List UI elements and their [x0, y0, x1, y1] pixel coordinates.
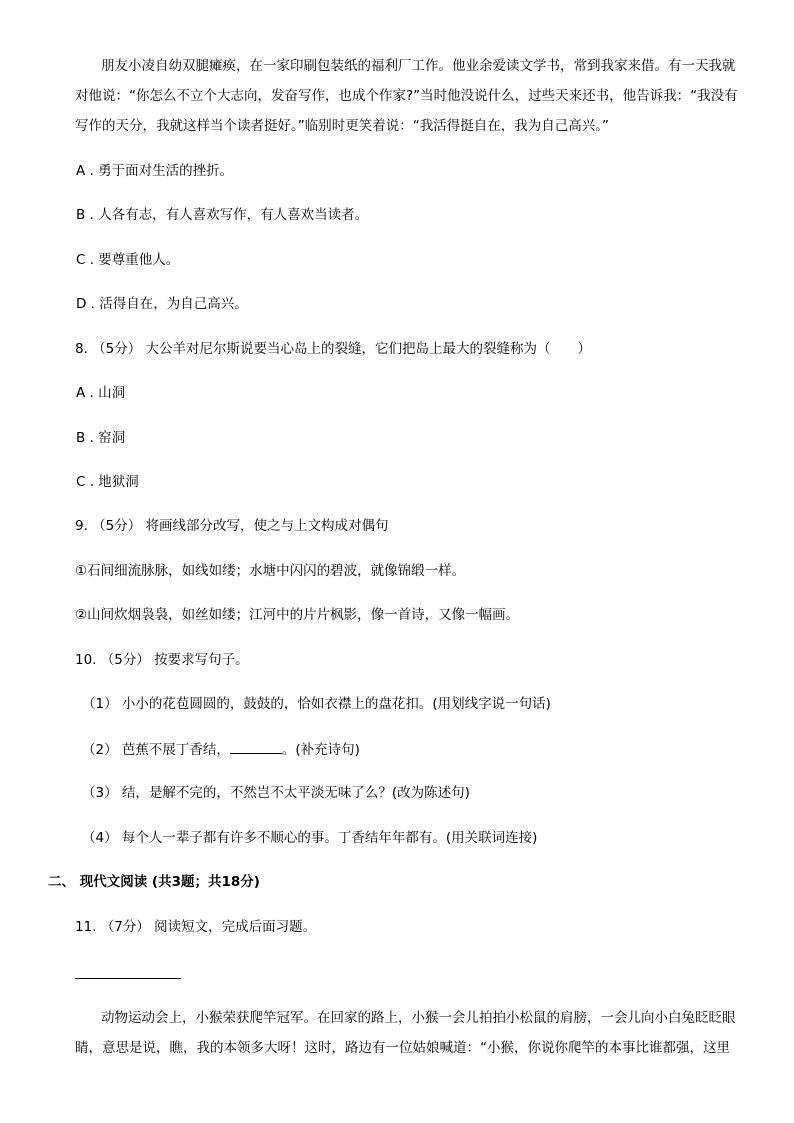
q8-option-a[interactable]: A . 山洞	[76, 385, 126, 401]
q8-option-b[interactable]: B . 窑洞	[76, 430, 126, 446]
q10-sub-2	[82, 739, 360, 760]
passage-intro-line-1: 朋友小凌自幼双腿瘫痪，在一家印刷包装纸的福利厂工作。他业余爱读文学书，常到我家来借。有一天我就	[101, 58, 736, 74]
q10-sub-1: （1） 小小的花苞圆圆的，鼓鼓的，恰如衣襟上的盘花扣。(用划线字说一句话)	[82, 696, 551, 712]
q10-sub-3: （3） 结，是解不完的，不然岂不太平淡无味了么？(改为陈述句)	[82, 785, 470, 801]
q10-sub-2-after: 。(补充诗句)	[281, 742, 360, 758]
q10-sub-2-before: （2） 芭蕉不展丁香结，	[82, 742, 230, 758]
title-underline	[75, 978, 181, 979]
section-2-heading: 二、 现代文阅读 (共3题；共18分)	[48, 874, 260, 890]
q8-stem: 8. （5分） 大公羊对尼尔斯说要当心岛上的裂缝，它们把岛上最大的裂缝称为（ ）	[75, 341, 592, 357]
q8-option-c[interactable]: C . 地狱洞	[76, 474, 139, 490]
passage-intro-line-2: 对他说：“你怎么不立个大志向，发奋写作，也成个作家?”当时他没说什么，过些天来还书，他告诉我：“我没有	[75, 88, 738, 104]
q11-stem: 11. （7分） 阅读短文，完成后面习题。	[75, 919, 317, 935]
q9-item-2: ②山间炊烟袅袅，如丝如缕；江河中的片片枫影，像一首诗，又像一幅画。	[75, 607, 520, 623]
q7-option-a[interactable]: A . 勇于面对生活的挫折。	[76, 163, 234, 179]
q11-passage-line-2: 睛，意思是说，瞧，我的本领多大呀！这时，路边有一位姑娘喊道：“小猴，你说你爬竿的本事比谁都强，这里	[75, 1040, 730, 1056]
q7-option-c[interactable]: C . 要尊重他人。	[76, 252, 180, 268]
q11-passage-line-1: 动物运动会上，小猴荣获爬竿冠军。在回家的路上，小猴一会儿拍拍小松鼠的肩膀，一会儿向小白兔眨眨眼	[101, 1010, 736, 1026]
answer-blank[interactable]	[230, 739, 282, 754]
q10-sub-4: （4） 每个人一辈子都有许多不顺心的事。丁香结年年都有。(用关联词连接)	[82, 830, 538, 846]
q9-stem: 9. （5分） 将画线部分改写，使之与上文构成对偶句	[75, 518, 389, 534]
q7-option-d[interactable]: D . 活得自在，为自己高兴。	[76, 296, 248, 312]
q9-item-1: ①石间细流脉脉，如线如缕；水塘中闪闪的碧波，就像锦缎一样。	[75, 563, 466, 579]
q7-option-b[interactable]: B . 人各有志，有人喜欢写作，有人喜欢当读者。	[76, 207, 369, 223]
passage-intro-line-3: 写作的天分，我就这样当个读者挺好。”临别时更笑着说：“我活得挺自在，我为自己高兴。”	[75, 118, 609, 134]
q10-stem: 10. （5分） 按要求写句子。	[75, 652, 249, 668]
